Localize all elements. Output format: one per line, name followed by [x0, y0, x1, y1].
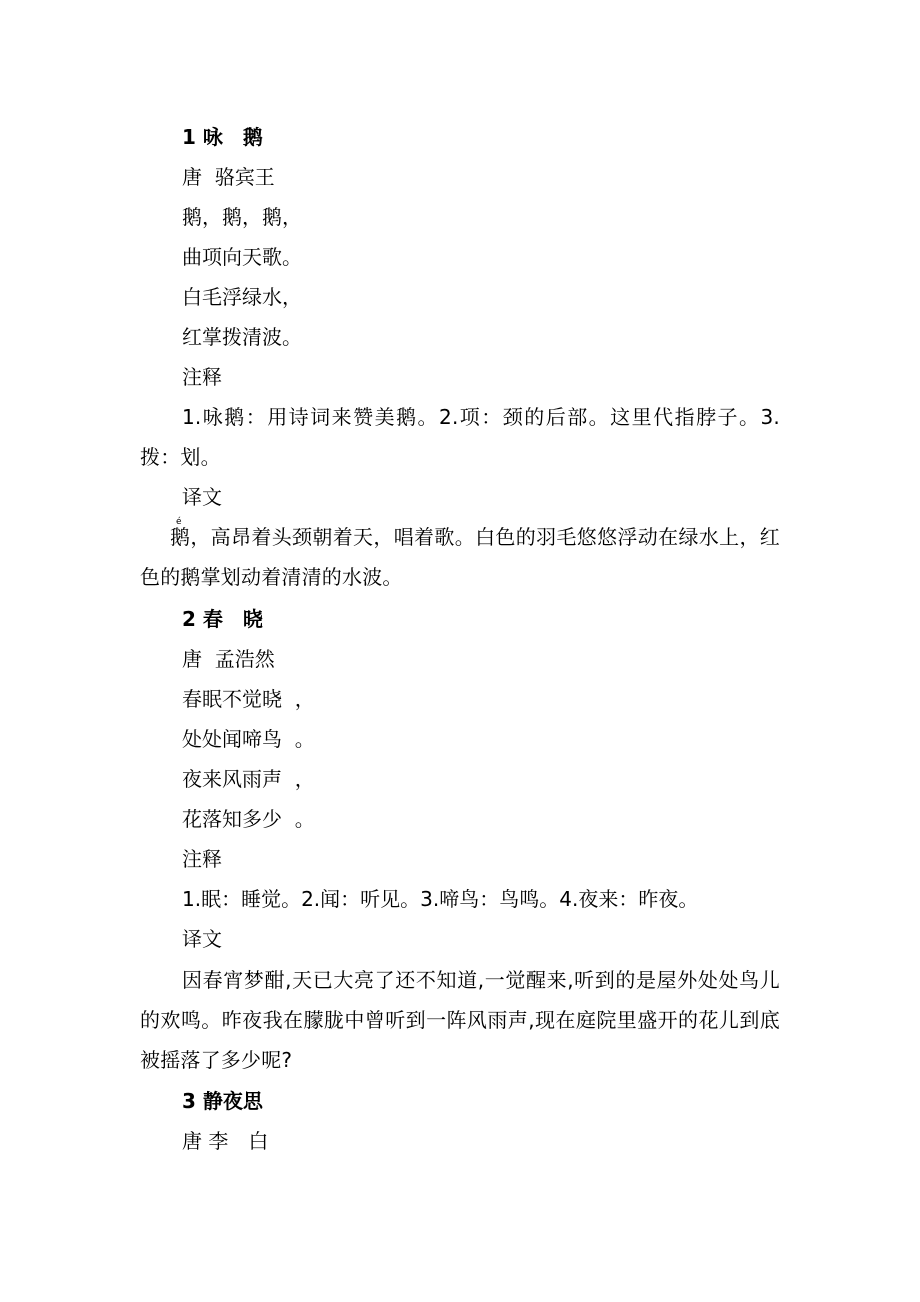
poem-author: 唐 李 白 — [182, 1129, 269, 1153]
poem-line: 曲项向天歌。 — [182, 245, 302, 269]
poem-title: 1 咏 鹅 — [182, 125, 263, 149]
poem-line: 花落知多少 。 — [182, 807, 315, 831]
translation-label: 译文 — [182, 485, 222, 509]
poem-line: 春眠不觉晓 ， — [182, 687, 315, 711]
pinyin-annotation: é — [176, 517, 182, 527]
translation-text: 鹅，高昂着头颈朝着天，唱着歌。白色的羽毛悠悠浮动在绿水上，红色的鹅掌划动着清清的水波。 — [140, 525, 780, 589]
poem-title: 3 静夜思 — [182, 1089, 263, 1113]
poem-line: 夜来风雨声 ， — [182, 767, 315, 791]
poem-line: 处处闻啼鸟 。 — [182, 727, 315, 751]
notes-label: 注释 — [182, 847, 222, 871]
poem-line: 鹅，鹅，鹅， — [182, 205, 302, 229]
poem-title: 2 春 晓 — [182, 607, 263, 631]
notes-text: 1.咏鹅：用诗词来赞美鹅。2.项：颈的后部。这里代指脖子。3.拨：划。 — [140, 405, 780, 469]
translation-text: 因春宵梦酣,天已大亮了还不知道,一觉醒来,听到的是屋外处处鸟儿的欢鸣。昨夜我在朦胧中曾听到一阵风雨声,现在庭院里盛开的花儿到底被摇落了多少呢? — [140, 968, 780, 1072]
poem-line: 红掌拨清波。 — [182, 325, 302, 349]
poem-author: 唐 骆宾王 — [182, 165, 275, 189]
notes-text: 1.眠：睡觉。2.闻：听见。3.啼鸟：鸟鸣。4.夜来：昨夜。 — [182, 887, 699, 911]
poem-line: 白毛浮绿水， — [182, 285, 302, 309]
notes-label: 注释 — [182, 365, 222, 389]
translation-label: 译文 — [182, 927, 222, 951]
poem-author: 唐 孟浩然 — [182, 647, 275, 671]
